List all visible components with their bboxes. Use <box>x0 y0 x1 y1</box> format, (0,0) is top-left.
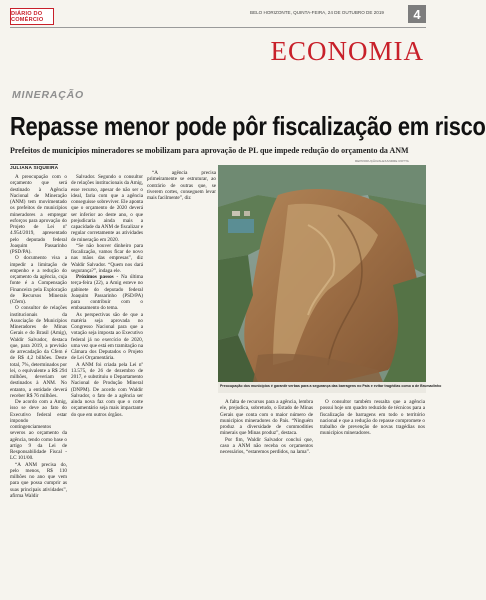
article-column-4 <box>320 399 425 594</box>
paragraph: A preocupação com o orçamento que será destinado à Agência Nacional de Mineração (ANM) tem movimentado os prefeitos de municípios mineradores a empregar esforços para aprovação do Projeto de Lei nº 4.954/2019, apresentado pelo deputado federal Joaquim Passarinho (PSD/PA). <box>10 174 67 255</box>
article-deck: Prefeitos de municípios mineradores se mobilizam para aprovação de PL que impede redução do orçamento da ANM <box>10 145 409 155</box>
byline-rule <box>10 164 58 165</box>
paragraph: O consultor também ressalta que a agência possui hoje um quadro reduzido de técnicos para a fiscalização de barragens em todo o território nacional e que a redução do repasse compromete o trabalho de prevenção de novas tragédias nos municípios mineradores. <box>320 399 425 437</box>
paragraph: De acordo com a Amig, isso se deve ao fato do Executivo federal estar impondo contingenciamentos severos ao orçamento da agência, tendo como base o artigo 9 da Lei de Responsabilidade Fiscal - LC 101/00. <box>10 399 67 462</box>
paragraph: A ANM foi criada pela Lei nº 13.575, de 26 de dezembro de 2017, e substituiu o Departamento Nacional de Produção Mineral (DNPM). De acordo com Waldir Salvador, o fato de a agência ser ainda nova faz com que o corte orçamentário seja mais impactante do que em outros órgãos. <box>71 361 143 418</box>
page-number: 4 <box>408 5 426 23</box>
masthead-rule <box>10 27 426 28</box>
paragraph: As perspectivas são de que a matéria seja aprovada no Congresso Nacional para que a votação seja imposta ao Executivo federal já no exercício de 2020, uma vez que está em tramitação na Câmara dos Deputados o Projeto de Lei Orçamentária. <box>71 311 143 362</box>
paragraph: Por fim, Waldir Salvador conclui que, caso a ANM não receba os orçamentos necessários, “estaremos perdidos, na lama”. <box>220 436 313 455</box>
article-kicker: MINERAÇÃO <box>12 89 84 101</box>
paragraph: “A ANM precisa do, pelo menos, R$ 110 milhões no ano que vem para que possa cumprir as suas principais atividades”, afirma Waldir <box>10 461 67 499</box>
section-title: ECONOMIA <box>270 36 424 66</box>
paragraph: O documento visa a impedir a limitação de empenho e a redução do orçamento da agência, cuja fonte é a Compensação Financeira pela Exploração de Recursos Minerais (Cfem). <box>10 255 67 305</box>
photo-caption: Preocupação dos municípios é garantir verbas para a segurança das barragens no País e evitar tragédias como a de Brumadinho <box>220 384 442 388</box>
article-column-2 <box>71 174 143 594</box>
byline: JULIANA SIQUEIRA <box>10 166 59 171</box>
article-headline: Repasse menor pode pôr fiscalização em risco <box>10 111 486 141</box>
paragraph-lead-in: Próximos passos <box>76 274 114 280</box>
paragraph: Salvador. Segundo o consultor de relações institucionais da Amig, esse recurso, apesar de não ser o ideal, faria com que a agência conseguisse sobreviver. Ele aponta que o orçamento de 2020 deverá ser inferior ao deste ano, o que prejudicaria ainda mais a capacidade da ANM de fiscalizar e regular corretamente as atividades de mineração em 2020. <box>71 174 143 243</box>
paragraph: Próximos passos - Na última terça-feira (22), a Amig esteve no gabinete do deputado federal Joaquim Passarinho (PSD/PA) para contribuir com o embasamento do tema. <box>71 274 143 312</box>
article-column-narrow <box>147 170 216 594</box>
photo-credit: REPRODUÇÃO/ALEXANDRE ROTTA <box>355 159 409 163</box>
newspaper-logo: DIÁRIO DO COMÉRCIO <box>10 8 54 25</box>
article-column-1 <box>10 174 67 594</box>
mine-tailings-photo <box>218 165 426 382</box>
paragraph: “A agência precisa primeiramente se estruturar, ao contrário de outras que, se tiverem cortes, conseguem levar mais facilmente”, diz <box>147 170 216 201</box>
paragraph: “Se não houver dinheiro para fiscalização, vamos ficar de novo nas mãos das empresas”, diz Waldir Salvador. “Quem nos dará segurança?”, indaga ele. <box>71 242 143 274</box>
paragraph: A falta de recursos para a agência, lembra ele, prejudica, sobretudo, o Estado de Minas Gerais que conta com o maior número de municípios mineradores do País. “Ninguém produz a diversidade de commodities minerais que Minas produz”, destaca. <box>220 399 313 437</box>
dateline: BELO HORIZONTE, QUINTA-FEIRA, 24 DE OUTUBRO DE 2019 <box>250 10 384 15</box>
paragraph: O consultor de relações institucionais da Associação de Municípios Mineradores de Minas Gerais e do Brasil (Amig), Waldir Salvador, destaca que, para 2019, a previsão de arrecadação da Cfem é de R$ 4,2 bilhões. Deste total, 7%, determinados por lei, o equivalente a R$ 294 milhões, deveriam ser destinados à ANM. No entanto, a entidade deverá receber R$ 76 milhões. <box>10 305 67 399</box>
article-column-3 <box>220 399 313 594</box>
